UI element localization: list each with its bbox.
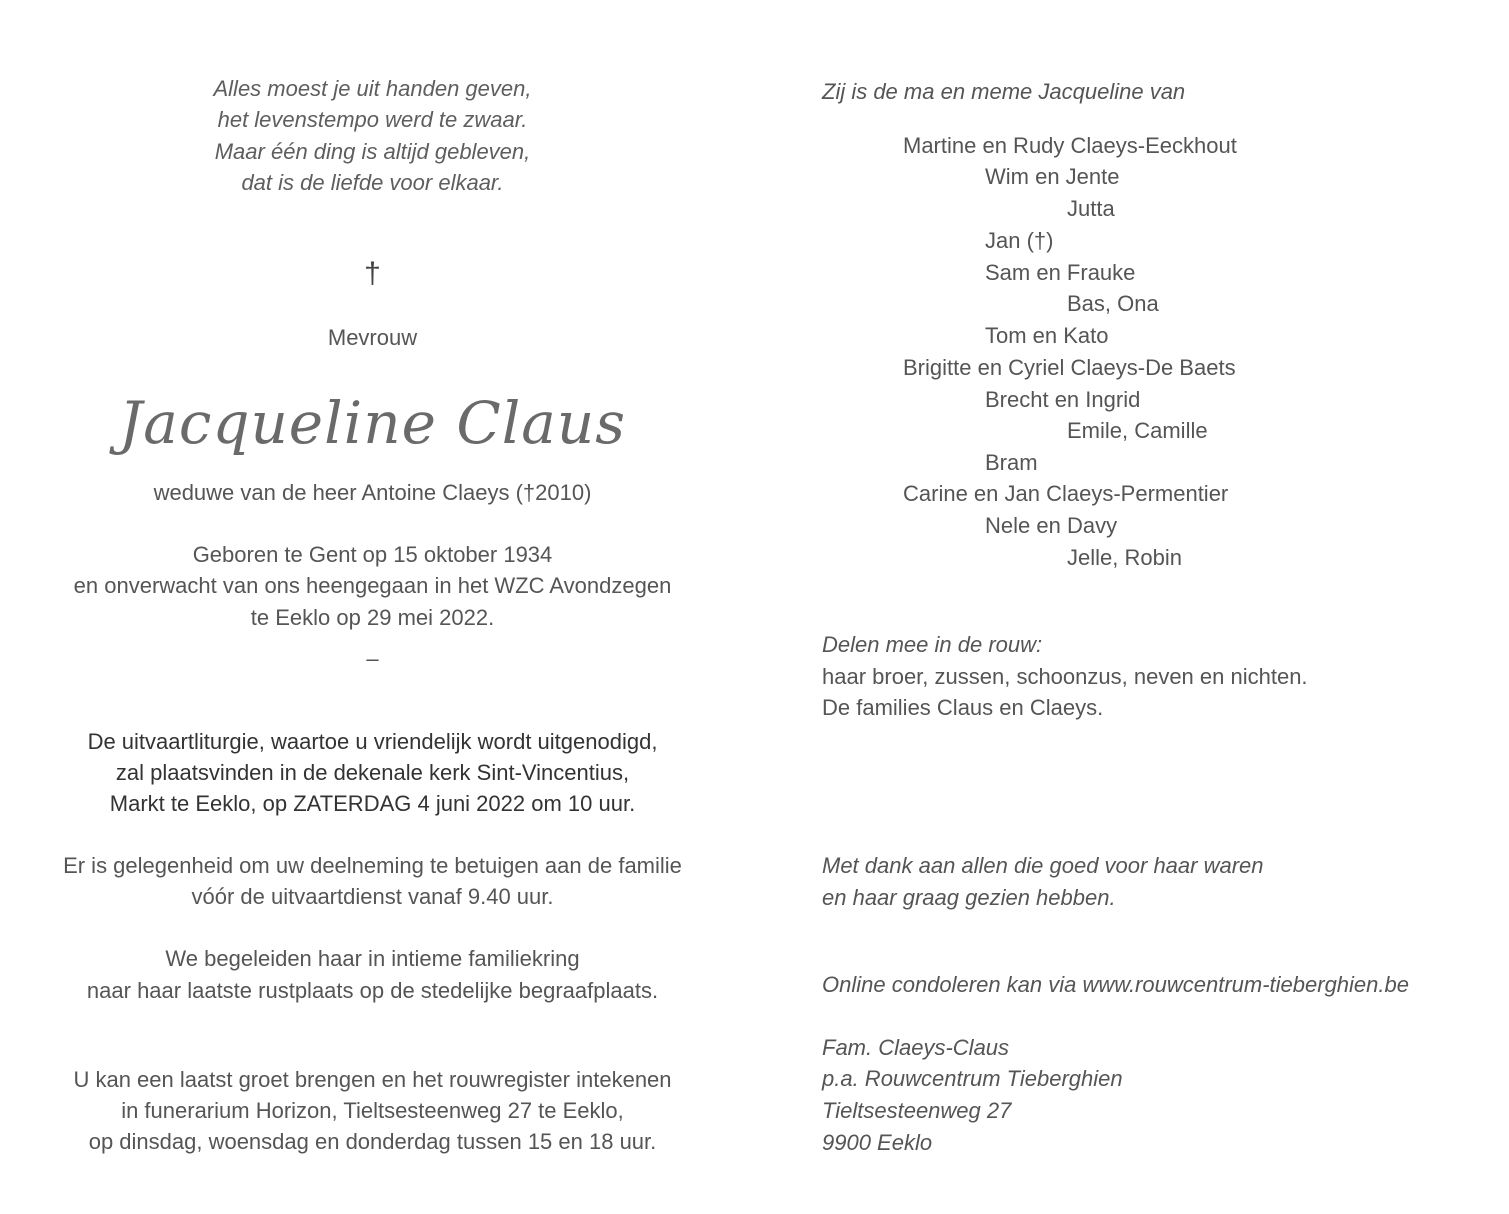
burial-line-1: We begeleiden haar in intieme familiekring bbox=[165, 946, 580, 971]
cross-icon: † bbox=[364, 257, 381, 290]
condolence-line-1: Er is gelegenheid om uw deelneming te betuigen aan de familie bbox=[63, 853, 682, 878]
poem-line-1: Alles moest je uit handen geven, bbox=[213, 76, 532, 101]
family-member-7: Tom en Kato bbox=[985, 323, 1109, 348]
poem-line-3: Maar één ding is altijd gebleven, bbox=[214, 139, 531, 164]
address-line-3: Tieltsesteenweg 27 bbox=[822, 1098, 1012, 1123]
address-line-2: p.a. Rouwcentrum Tieberghien bbox=[822, 1066, 1123, 1091]
birth-line-1: Geboren te Gent op 15 oktober 1934 bbox=[192, 542, 553, 567]
thanks-line-1: Met dank aan allen die goed voor haar waren bbox=[822, 853, 1264, 878]
deceased-name: Jacqueline Claus bbox=[119, 389, 626, 457]
family-member-9: Brecht en Ingrid bbox=[985, 387, 1141, 412]
separator-dash: – bbox=[366, 646, 379, 671]
funeral-line-2: zal plaatsvinden in de dekenale kerk Sint-Vincentius, bbox=[115, 760, 630, 785]
family-member-12: Carine en Jan Claeys-Permentier bbox=[903, 481, 1229, 506]
family-member-1: Martine en Rudy Claeys-Eeckhout bbox=[903, 133, 1237, 158]
family-member-13: Nele en Davy bbox=[985, 513, 1118, 538]
mourning-line-2: De families Claus en Claeys. bbox=[822, 695, 1104, 720]
family-member-14: Jelle, Robin bbox=[1067, 545, 1182, 570]
family-intro: Zij is de ma en meme Jacqueline van bbox=[822, 79, 1186, 104]
address-line-1: Fam. Claeys-Claus bbox=[822, 1035, 1010, 1060]
widow-line: weduwe van de heer Antoine Claeys (†2010) bbox=[153, 480, 592, 505]
visitation-line-1: U kan een laatst groet brengen en het rouwregister intekenen bbox=[73, 1067, 672, 1092]
burial-line-2: naar haar laatste rustplaats op de stedelijke begraafplaats. bbox=[86, 978, 659, 1003]
birth-line-3: te Eeklo op 29 mei 2022. bbox=[250, 605, 495, 630]
funeral-line-1: De uitvaartliturgie, waartoe u vriendelijk wordt uitgenodigd, bbox=[87, 729, 658, 754]
family-member-11: Bram bbox=[985, 450, 1038, 475]
poem-line-2: het levenstempo werd te zwaar. bbox=[217, 107, 528, 132]
online-condolence: Online condoleren kan via www.rouwcentrum-tieberghien.be bbox=[822, 972, 1409, 997]
thanks-line-2: en haar graag gezien hebben. bbox=[822, 885, 1116, 910]
mourning-line-1: haar broer, zussen, schoonzus, neven en nichten. bbox=[822, 664, 1308, 689]
visitation-line-2: in funerarium Horizon, Tieltsesteenweg 27 te Eeklo, bbox=[121, 1098, 624, 1123]
address-line-4: 9900 Eeklo bbox=[822, 1130, 933, 1155]
funeral-line-3: Markt te Eeklo, op ZATERDAG 4 juni 2022 om 10 uur. bbox=[109, 791, 636, 816]
visitation-line-3: op dinsdag, woensdag en donderdag tussen 15 en 18 uur. bbox=[88, 1129, 657, 1154]
mourning-heading: Delen mee in de rouw: bbox=[822, 632, 1043, 657]
family-member-8: Brigitte en Cyriel Claeys-De Baets bbox=[903, 355, 1236, 380]
birth-line-2: en onverwacht van ons heengegaan in het WZC Avondzegen bbox=[73, 573, 672, 598]
family-member-5: Sam en Frauke bbox=[985, 260, 1136, 285]
family-member-2: Wim en Jente bbox=[985, 164, 1120, 189]
family-member-10: Emile, Camille bbox=[1067, 418, 1208, 443]
family-member-4: Jan (†) bbox=[985, 228, 1054, 253]
family-member-6: Bas, Ona bbox=[1067, 291, 1159, 316]
title-mevrouw: Mevrouw bbox=[327, 325, 418, 350]
condolence-line-2: vóór de uitvaartdienst vanaf 9.40 uur. bbox=[191, 884, 554, 909]
poem-line-4: dat is de liefde voor elkaar. bbox=[241, 170, 504, 195]
family-member-3: Jutta bbox=[1067, 196, 1115, 221]
